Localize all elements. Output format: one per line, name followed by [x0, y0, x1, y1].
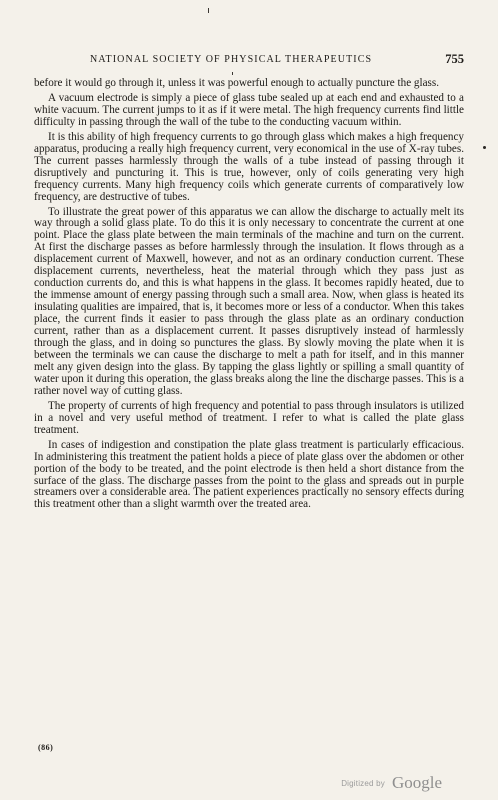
- scan-speck: [483, 146, 486, 149]
- paragraph-continued: before it would go through it, unless it was powerful enough to actually puncture the glass.: [34, 77, 440, 89]
- body-text: [34, 78, 464, 514]
- running-head: NATIONAL SOCIETY OF PHYSICAL THERAPEUTICS: [90, 54, 373, 65]
- scan-speck: [232, 72, 233, 75]
- paragraph-vacuum-electrode: A vacuum electrode is simply a piece of glass tube sealed up at each end and exhausted to a white vacuum. The current jumps to it as if it were metal. The high frequency currents find little difficulty in passing through the wall of the tube to the conducting vacuum within.: [34, 91, 464, 128]
- page-number: 755: [445, 52, 464, 66]
- paragraph-plate-glass-treatment-intro: The property of currents of high frequency and potential to pass through insulators is utilized in a novel and very useful method of treatment. I refer to what is called the plate glass treatment.: [34, 399, 464, 436]
- page-header: [34, 52, 464, 68]
- paragraph-indigestion-treatment: In cases of indigestion and constipation the plate glass treatment is particularly efficacious. In administering this treatment the patient holds a piece of plate glass over the abdomen or other portion of the body to be treated, and the point electrode is then held a short distance from the surface of the glass. The discharge passes from the point to the glass and spreads out in purple streamers over a considerable area. The patient experiences practically no sensory effects during this treatment other than a slight warmth over the treated area.: [34, 438, 464, 511]
- scan-speck: [208, 8, 209, 13]
- digitized-label: Digitized by: [341, 779, 385, 788]
- google-logo: Google: [391, 773, 442, 792]
- paragraph-high-frequency-glass: It is this ability of high frequency currents to go through glass which makes a high frequency apparatus, producing a really high frequency current, very economical in the use of X-ray tubes. The current passes harmlessly through the walls of a tube instead of passing through it disruptively and puncturing it. This is true, however, only of coils generating very high frequency currents. Many high frequency coils which generate currents of comparatively low frequency, are destructive of tubes.: [34, 130, 464, 203]
- digitized-by-google-watermark: [341, 773, 442, 793]
- signature-mark: (86): [38, 743, 54, 752]
- paragraph-glass-plate-demo: To illustrate the great power of this apparatus we can allow the discharge to actually melt its way through a solid glass plate. To do this it is only necessary to concentrate the current at one point. Place the glass plate between the main terminals of the machine and turn on the current. At first the discharge passes as before harmlessly through the insulation. It flows through as a displacement current of Maxwell, however, and not as an ordinary conduction current. These displacement currents, nevertheless, heat the material through which they pass just as conduction currents do, and this is what happens in the glass. It becomes rapidly heated, due to the immense amount of energy passing through such a small area. Now, when glass is heated its insulating qualities are impaired, that is, it becomes more or less of a conductor. When this takes place, the current finds it easier to pass through the glass plate as an ordinary conduction current, rather than as a displacement current. It passes disruptively instead of harmlessly through the glass, and in doing so punctures the glass. By slowly moving the plate when it is between the terminals we can cause the discharge to melt a path for itself, and in this manner melt any given design into the glass. By tapping the glass lightly or spilling a small quantity of water upon it during this operation, the glass breaks along the line the discharge passes. This is a rather novel way of cutting glass.: [34, 205, 464, 397]
